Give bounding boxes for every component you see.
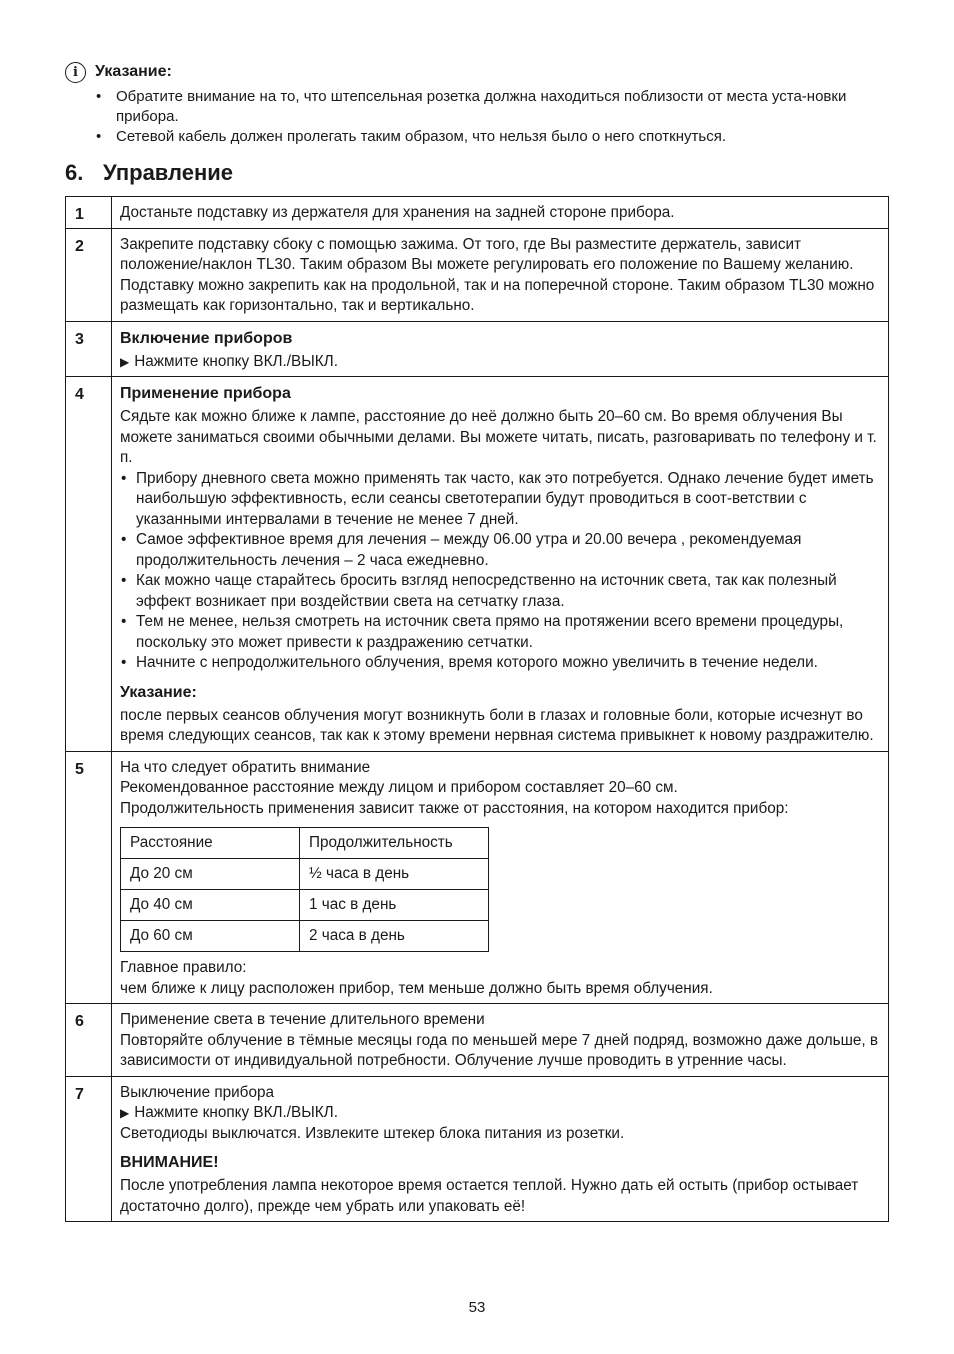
hint-header	[65, 61, 895, 83]
step-text: Закрепите подставку сбоку с помощью зажима. От того, где Вы разместите держатель, зависит положение/наклон TL30. Таким образом Вы можете регулировать его положение по Вашему желанию. Подставку можно закрепить как на продольной, так и на поперечной стороне. Таким образом TL30 можно размещать как горизонтально, так и вертикально.	[120, 235, 875, 314]
table-row	[66, 1076, 889, 1222]
section-number: 6.	[65, 160, 84, 185]
section-title	[65, 160, 233, 186]
table-row	[66, 321, 889, 377]
step-number: 7	[66, 1076, 112, 1222]
step-heading: На что следует обратить внимание	[120, 758, 371, 776]
duration-row	[121, 890, 489, 921]
duration-header-cell: Продолжительность	[300, 828, 489, 859]
table-row	[66, 197, 889, 229]
info-icon: i	[65, 62, 86, 83]
duration-row	[121, 859, 489, 890]
step-bullets	[120, 469, 880, 674]
warning-text: После употребления лампа некоторое время остается теплой. Нужно дать ей остыть (прибор остывает достаточно долго), прежде чем убрать или упаковать её!	[120, 1177, 859, 1215]
play-arrow-icon: ▶	[120, 1106, 130, 1120]
step-intro: Сядьте как можно ближе к лампе, расстояние до неё должно быть 20–60 см. Во время облучения Вы можете заниматься своими обычными делами. Вы можете читать, писать, разговаривать по телефону и т. п.	[120, 408, 877, 466]
table-row	[66, 377, 889, 752]
bullet-item: • Начните с непродолжительного облучения, время которого можно увеличить в течение недели.	[120, 653, 880, 674]
bullet-item: • Прибору дневного света можно применять так часто, как это потребуется. Однако лечение будет иметь наибольшую эффективность, если сеансы светотерапии будут проводиться в соот-ветствии с указанными интервалами в течение не менее 7 дней.	[120, 469, 880, 531]
action-text: Нажмите кнопку ВКЛ./ВЫКЛ.	[134, 352, 338, 370]
warning-heading: ВНИМАНИЕ!	[120, 1154, 219, 1171]
action-text: Нажмите кнопку ВКЛ./ВЫКЛ.	[134, 1104, 338, 1121]
step-heading: Выключение прибора	[120, 1083, 274, 1101]
step-text: Повторяйте облучение в тёмные месяцы года по меньшей мере 7 дней подряд, возможно даже дольше, в зависимости от индивидуальной потребности. Облучение лучше проводить в утренние часы.	[120, 1031, 879, 1069]
hint-block	[65, 61, 895, 147]
instructions-table	[65, 196, 889, 1222]
step-content	[112, 751, 889, 1004]
table-row	[66, 228, 889, 321]
step-text: Достаньте подставку из держателя для хранения на задней стороне прибора.	[120, 204, 675, 221]
step-content	[112, 228, 889, 321]
play-arrow-icon: ▶	[120, 354, 130, 369]
section-heading: Управление	[103, 160, 234, 185]
step-number: 5	[66, 751, 112, 1004]
step-number: 1	[66, 197, 112, 229]
step-content	[112, 197, 889, 229]
duration-cell: 2 часа в день	[300, 921, 489, 952]
step-line: Продолжительность применения зависит также от расстояния, на котором находится прибор:	[120, 799, 789, 817]
duration-header-cell: Расстояние	[121, 828, 300, 859]
step-number: 3	[66, 321, 112, 377]
duration-table	[120, 827, 489, 952]
rule-heading: Главное правило:	[120, 959, 247, 976]
hint-item: • Обратите внимание на то, что штепсельная розетка должна находиться поблизости от места уста-новки прибора.	[65, 87, 895, 127]
duration-cell: ½ часа в день	[300, 859, 489, 890]
table-row	[66, 1004, 889, 1077]
step-content	[112, 321, 889, 377]
step-content	[112, 1076, 889, 1222]
duration-cell: До 60 см	[121, 921, 300, 952]
bullet-item: • Тем не менее, нельзя смотреть на источник света прямо на протяжении всего времени процедуры, поскольку это может привести к раздражению сетчатки.	[120, 612, 880, 653]
hint-title: Указание:	[95, 63, 172, 80]
duration-header-row	[121, 828, 489, 859]
note-text: после первых сеансов облучения могут возникнуть боли в глазах и головные боли, которые исчезнут во время следующих сеансов, так как к этому времени нервная система привыкнет к новому раздражителю.	[120, 706, 874, 744]
bullet-item: • Как можно чаще старайтесь бросить взгляд непосредственно на источник света, так как полезный эффект возникает при воздействии света на сетчатку глаза.	[120, 571, 880, 612]
duration-cell: До 40 см	[121, 890, 300, 921]
hint-list	[65, 87, 895, 147]
action-line	[120, 1103, 880, 1124]
step-content	[112, 377, 889, 752]
table-row	[66, 751, 889, 1004]
step-number: 2	[66, 228, 112, 321]
step-number: 4	[66, 377, 112, 752]
step-content	[112, 1004, 889, 1077]
step-line: Рекомендованное расстояние между лицом и прибором составляет 20–60 см.	[120, 779, 678, 796]
page-number: 53	[468, 1299, 486, 1316]
step-heading: Применение света в течение длительного времени	[120, 1011, 485, 1028]
duration-cell: До 20 см	[121, 859, 300, 890]
duration-row	[121, 921, 489, 952]
rule-text: чем ближе к лицу расположен прибор, тем меньше должно быть время облучения.	[120, 979, 713, 997]
duration-cell: 1 час в день	[300, 890, 489, 921]
bullet-item: • Самое эффективное время для лечения – между 06.00 утра и 20.00 вечера , рекомендуемая продолжительность лечения – 2 часа ежедневно.	[120, 530, 880, 571]
step-heading: Включение приборов	[120, 329, 293, 347]
note-heading: Указание:	[120, 683, 197, 701]
step-number: 6	[66, 1004, 112, 1077]
action-line	[120, 352, 880, 373]
step-text: Светодиоды выключатся. Извлеките штекер блока питания из розетки.	[120, 1124, 625, 1142]
hint-item: • Сетевой кабель должен пролегать таким образом, что нельзя было о него споткнуться.	[65, 127, 895, 147]
step-heading: Применение прибора	[120, 385, 291, 402]
